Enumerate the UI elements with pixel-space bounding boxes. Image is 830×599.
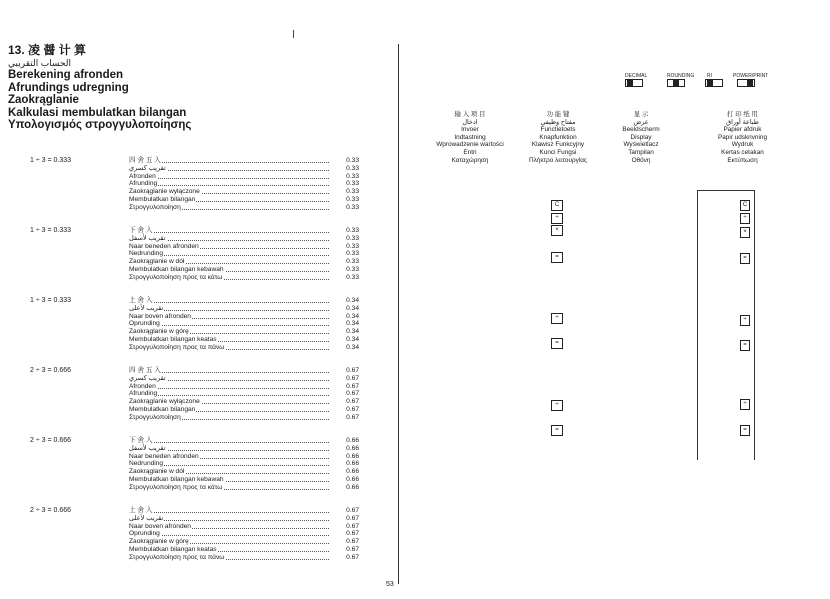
- col-header-line: طباعة أوراق: [726, 118, 759, 126]
- tape-multiply-icon: ×: [740, 227, 750, 238]
- dot-leader: [129, 178, 329, 179]
- list-item: [129, 484, 359, 492]
- multiply-key-icon: ×: [551, 225, 563, 236]
- equals-key-icon: =: [551, 252, 563, 263]
- dot-leader: [129, 512, 329, 513]
- rounding-value: 0.67: [346, 507, 359, 514]
- rounding-label: Naar beneden afronden: [129, 452, 199, 460]
- section-title-indonesian: Kalkulasi membulatkan bilangan: [8, 106, 187, 119]
- tape-divide-icon: ÷: [740, 213, 750, 224]
- rounding-switch: [667, 79, 685, 87]
- rounding-value: 0.33: [346, 265, 359, 273]
- rounding-list: [129, 227, 359, 282]
- rounding-label: Membulatkan bilangan kebawah: [129, 265, 224, 273]
- rounding-label: Oprunding: [129, 320, 160, 328]
- rounding-label: Στρογγυλοποίηση: [129, 203, 181, 211]
- col-header-line: Tampilan: [628, 148, 654, 156]
- equation: 2 ÷ 3 = 0.666: [30, 367, 72, 374]
- rounding-label: Στρογγυλοποίηση προς τα κάτω: [129, 483, 223, 491]
- equation: 2 ÷ 3 = 0.666: [30, 507, 72, 514]
- rounding-value: 0.67: [346, 382, 359, 390]
- list-item: [129, 375, 359, 383]
- section-title-danish: Afrundings udregning: [8, 81, 129, 94]
- col-header-line: Knapfunktion: [539, 133, 577, 141]
- rounding-label: تقريب كسري: [129, 374, 166, 382]
- list-item: [129, 414, 359, 422]
- list-item: [129, 227, 359, 235]
- list-item: [129, 476, 359, 484]
- rounding-list: [129, 437, 359, 492]
- list-item: [129, 538, 359, 546]
- switch-label-decimal: DECIMAL: [625, 73, 648, 79]
- rounding-value: 0.34: [346, 304, 359, 312]
- rounding-value: 0.67: [346, 545, 359, 553]
- list-item: [129, 157, 359, 165]
- tape-clear-icon: C: [740, 200, 750, 211]
- list-item: [129, 507, 359, 515]
- rounding-label: Afronden: [129, 172, 156, 180]
- switch-label-power-print: POWER/PRINT: [733, 73, 769, 79]
- rounding-label: Zaokrąglanie w górę: [129, 328, 189, 336]
- col-header-line: Kertas cetakan: [721, 148, 764, 156]
- dot-leader: [129, 395, 329, 396]
- rounding-label: Membulatkan bilangan: [129, 195, 196, 203]
- tape-divide-icon: ÷: [740, 399, 750, 410]
- rounding-label: 上 舍 入: [129, 507, 153, 514]
- list-item: [129, 367, 359, 375]
- col-header-print: [700, 111, 785, 164]
- list-item: [129, 180, 359, 188]
- dot-leader: [129, 185, 329, 186]
- rounding-label: Afrunding: [129, 390, 158, 398]
- rounding-value: 0.67: [346, 367, 359, 374]
- list-item: [129, 165, 359, 173]
- rounding-label: Naar boven afronden: [129, 312, 191, 320]
- rounding-label: 下 舍 入: [129, 437, 153, 444]
- dot-leader: [129, 232, 329, 233]
- list-item: [129, 305, 359, 313]
- col-header-line: Papier afdruk: [723, 126, 762, 134]
- ri-switch: [705, 79, 723, 87]
- rounding-value: 0.33: [346, 188, 359, 196]
- list-item: [129, 196, 359, 204]
- col-header-line: Beeldscherm: [622, 126, 660, 134]
- rounding-label: تقريب كسري: [129, 164, 166, 172]
- list-item: [129, 515, 359, 523]
- list-item: [129, 313, 359, 321]
- tape-equals-icon: =: [740, 340, 750, 351]
- col-header-line: Εκτύπωση: [727, 156, 758, 164]
- col-header-line: Wydruk: [731, 141, 754, 149]
- decimal-switch: [625, 79, 643, 87]
- list-item: [129, 336, 359, 344]
- col-header-line: Functietoets: [540, 126, 576, 134]
- section-number: 13.: [8, 43, 25, 57]
- rounding-value: 0.33: [346, 203, 359, 211]
- rounding-value: 0.67: [346, 553, 359, 561]
- col-header-line: Οθόνη: [631, 156, 651, 164]
- col-header-line: Invoer: [461, 126, 479, 134]
- col-header-line: Indtastning: [454, 133, 486, 141]
- list-item: [129, 530, 359, 538]
- dot-leader: [129, 388, 329, 389]
- dot-leader: [129, 442, 329, 443]
- rounding-label: 上 舍 入: [129, 297, 153, 304]
- list-item: [129, 468, 359, 476]
- list-item: [129, 460, 359, 468]
- list-item: [129, 297, 359, 305]
- col-header-line: Wyświetlacz: [623, 141, 659, 149]
- col-header-line: ادخال: [462, 118, 478, 126]
- section-title-dutch: Berekening afronden: [8, 69, 124, 81]
- col-header-line: Kunci Fungsi: [539, 148, 577, 156]
- rounding-label: 四 舍 五 入: [129, 157, 161, 164]
- switch-label-ri: RI: [707, 73, 712, 79]
- col-header-line: Display: [630, 133, 652, 141]
- col-header-line: 功 能 键: [546, 111, 570, 118]
- rounding-label: تقريب لأسفل: [129, 444, 166, 452]
- col-header-line: عرض: [633, 118, 649, 126]
- section-header: [8, 44, 268, 132]
- rounding-label: تقريب لأعلى: [129, 514, 164, 522]
- rounding-value: 0.67: [346, 413, 359, 421]
- tape-equals-icon: =: [740, 253, 750, 264]
- rounding-label: Zaokrąglanie wyłączone: [129, 188, 200, 196]
- section-title-greek: Υπολογισμός στρογγυλοποίησης: [8, 119, 192, 131]
- rounding-label: Oprunding: [129, 530, 160, 538]
- rounding-list: [129, 297, 359, 352]
- rounding-label: Στρογγυλοποίηση: [129, 413, 181, 421]
- col-header-entry: [430, 111, 510, 164]
- rounding-value: 0.66: [346, 444, 359, 452]
- list-item: [129, 173, 359, 181]
- rounding-label: تقريب لأعلى: [129, 304, 164, 312]
- col-header-line: 打 印 纸 用: [727, 111, 758, 118]
- rounding-label: Nedrunding: [129, 460, 164, 468]
- tape-equals-icon: =: [740, 425, 750, 436]
- rounding-list: [129, 367, 359, 422]
- col-header-line: Wprowadzenie wartości: [436, 141, 504, 149]
- page-number: 53: [386, 581, 394, 588]
- list-item: [129, 258, 359, 266]
- rounding-label: تقريب لأسفل: [129, 234, 166, 242]
- rounding-list: [129, 157, 359, 212]
- tape-divide-icon: ÷: [740, 315, 750, 326]
- page-divider: [398, 44, 399, 584]
- paper-tape-tear: [697, 190, 755, 191]
- rounding-label: Zaokrąglanie w dół: [129, 468, 185, 476]
- rounding-label: 下 舍 入: [129, 227, 153, 234]
- col-header-line: Klawisz Funkcyjny: [531, 141, 585, 149]
- rounding-label: Membulatkan bilangan keatas: [129, 335, 217, 343]
- list-item: [129, 250, 359, 258]
- rounding-list: [129, 507, 359, 562]
- list-item: [129, 204, 359, 212]
- rounding-label: Membulatkan bilangan kebawah: [129, 475, 224, 483]
- rounding-value: 0.67: [346, 398, 359, 406]
- rounding-value: 0.33: [346, 195, 359, 203]
- rounding-value: 0.33: [346, 157, 359, 164]
- clear-key-icon: C: [551, 200, 563, 211]
- col-header-line: 输 入 项 目: [454, 111, 486, 118]
- rounding-value: 0.66: [346, 460, 359, 468]
- rounding-label: Afrunding: [129, 180, 158, 188]
- col-header-line: 显 示: [633, 111, 649, 118]
- rounding-label: 四 舍 五 入: [129, 367, 161, 374]
- rounding-value: 0.67: [346, 374, 359, 382]
- list-item: [129, 266, 359, 274]
- list-item: [129, 445, 359, 453]
- rounding-value: 0.67: [346, 538, 359, 546]
- rounding-value: 0.33: [346, 172, 359, 180]
- list-item: [129, 406, 359, 414]
- section-title-chinese: 13. 凌 醤 计 算: [8, 43, 87, 57]
- list-item: [129, 235, 359, 243]
- rounding-label: Membulatkan bilangan: [129, 405, 196, 413]
- list-item: [129, 523, 359, 531]
- list-item: [129, 188, 359, 196]
- list-item: [129, 390, 359, 398]
- switch-label-rounding: ROUNDING: [667, 73, 695, 79]
- rounding-value: 0.33: [346, 234, 359, 242]
- rounding-label: Zaokrąglanie wyłączone: [129, 398, 200, 406]
- col-header-display: [606, 111, 676, 164]
- rounding-value: 0.34: [346, 343, 359, 351]
- list-item: [129, 546, 359, 554]
- rounding-label: Zaokrąglanie w dół: [129, 258, 185, 266]
- rounding-value: 0.66: [346, 468, 359, 476]
- paper-tape-edge-right: [754, 190, 755, 460]
- list-item: [129, 437, 359, 445]
- list-item: [129, 383, 359, 391]
- equals-key-icon: =: [551, 338, 563, 349]
- list-item: [129, 320, 359, 328]
- rounding-value: 0.33: [346, 258, 359, 266]
- rounding-value: 0.34: [346, 297, 359, 304]
- list-item: [129, 344, 359, 352]
- equation: 1 ÷ 3 = 0.333: [30, 157, 72, 164]
- rounding-value: 0.67: [346, 390, 359, 398]
- rounding-label: Zaokrąglanie w górę: [129, 538, 189, 546]
- rounding-value: 0.34: [346, 312, 359, 320]
- rounding-value: 0.66: [346, 452, 359, 460]
- rounding-label: Στρογγυλοποίηση προς τα πάνω: [129, 553, 225, 561]
- equation: 1 ÷ 3 = 0.333: [30, 297, 72, 304]
- col-header-line: Πλήκτρο λειτουργίας: [528, 156, 588, 164]
- rounding-label: Membulatkan bilangan keatas: [129, 545, 217, 553]
- list-item: [129, 554, 359, 562]
- rounding-value: 0.33: [346, 250, 359, 258]
- rounding-value: 0.33: [346, 273, 359, 281]
- rounding-value: 0.33: [346, 227, 359, 234]
- col-header-line: Καταχώρηση: [451, 156, 489, 164]
- divide-key-icon: ÷: [551, 313, 563, 324]
- dot-leader: [129, 302, 329, 303]
- list-item: [129, 274, 359, 282]
- rounding-value: 0.34: [346, 328, 359, 336]
- equation: 2 ÷ 3 = 0.666: [30, 437, 72, 444]
- rounding-value: 0.67: [346, 514, 359, 522]
- col-header-function-key: [518, 111, 598, 164]
- col-header-line: Papir udskrivning: [717, 133, 768, 141]
- rounding-label: Στρογγυλοποίηση προς τα κάτω: [129, 273, 223, 281]
- list-item: [129, 453, 359, 461]
- col-header-line: Entri: [463, 148, 477, 156]
- margin-tick: [293, 30, 294, 38]
- power-print-switch: [737, 79, 755, 87]
- list-item: [129, 328, 359, 336]
- equals-key-icon: =: [551, 425, 563, 436]
- divide-key-icon: ÷: [551, 213, 563, 224]
- rounding-value: 0.34: [346, 320, 359, 328]
- equation: 1 ÷ 3 = 0.333: [30, 227, 72, 234]
- rounding-value: 0.67: [346, 522, 359, 530]
- rounding-value: 0.67: [346, 405, 359, 413]
- rounding-value: 0.66: [346, 437, 359, 444]
- rounding-label: Naar beneden afronden: [129, 242, 199, 250]
- list-item: [129, 398, 359, 406]
- list-item: [129, 243, 359, 251]
- section-title-arabic: الحساب التقريبي: [8, 57, 71, 68]
- section-title-polish: Zaokrąglanie: [8, 94, 79, 106]
- divide-key-icon: ÷: [551, 400, 563, 411]
- rounding-label: Nedrunding: [129, 250, 164, 258]
- rounding-label: Naar boven afronden: [129, 522, 191, 530]
- rounding-value: 0.33: [346, 180, 359, 188]
- col-header-line: مفتاح وظيفي: [540, 118, 576, 126]
- rounding-value: 0.33: [346, 164, 359, 172]
- paper-tape-edge: [697, 190, 698, 460]
- rounding-label: Afronden: [129, 382, 156, 390]
- rounding-value: 0.67: [346, 530, 359, 538]
- rounding-value: 0.33: [346, 242, 359, 250]
- rounding-label: Στρογγυλοποίηση προς τα πάνω: [129, 343, 225, 351]
- rounding-value: 0.66: [346, 475, 359, 483]
- rounding-value: 0.34: [346, 335, 359, 343]
- rounding-value: 0.66: [346, 483, 359, 491]
